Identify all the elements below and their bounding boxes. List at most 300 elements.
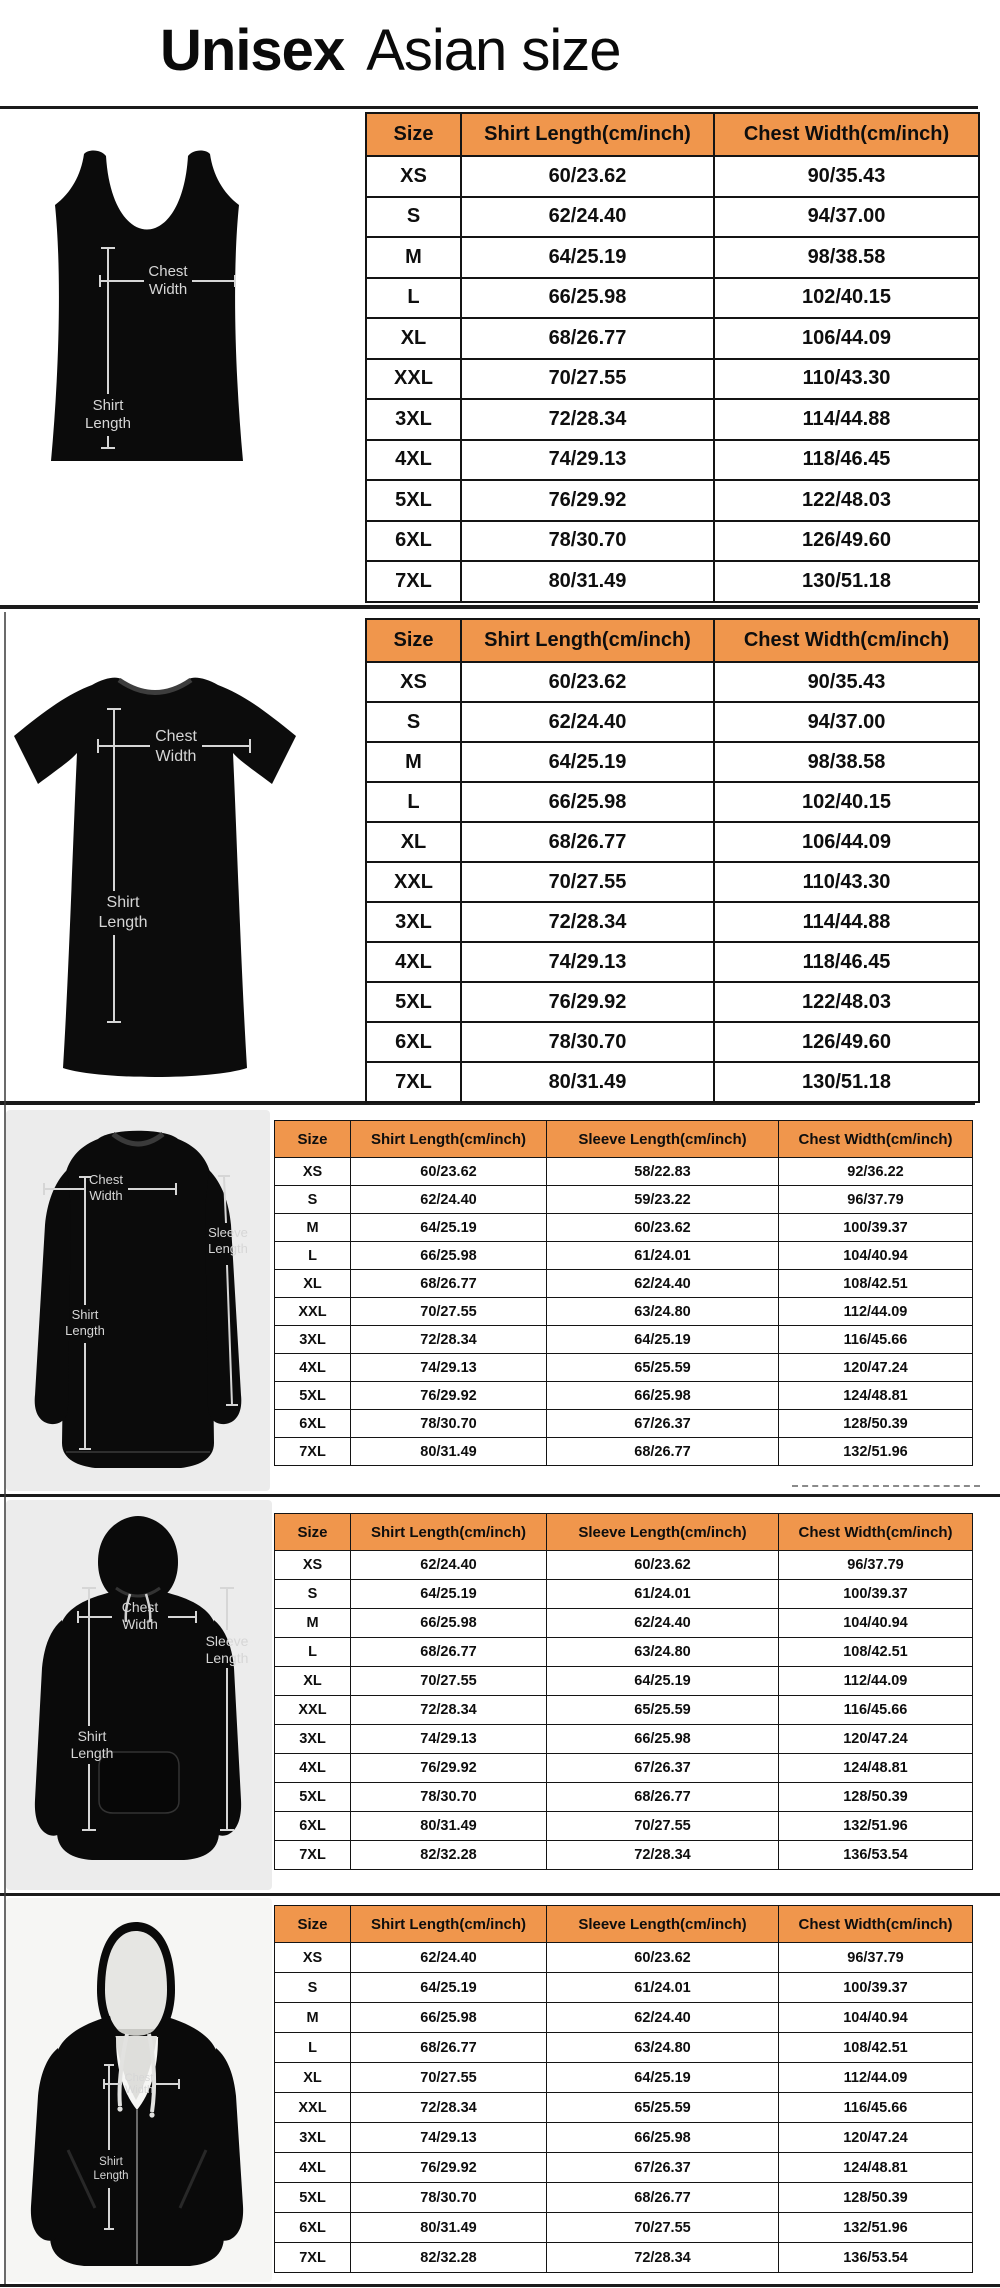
- measurement-cell: 61/24.01: [547, 1580, 779, 1609]
- sleeve-length-label: Length: [208, 1241, 248, 1256]
- size-cell: XXL: [275, 1298, 351, 1326]
- shirt-length-label: Shirt: [77, 1728, 107, 1744]
- column-header: Chest Width(cm/inch): [779, 1514, 973, 1551]
- hoodie-image: [0, 1500, 280, 1890]
- measurement-cell: 66/25.98: [351, 2003, 547, 2033]
- measurement-cell: 124/48.81: [779, 2153, 973, 2183]
- measurement-cell: 64/25.19: [461, 742, 714, 782]
- hoodie-size-table: [274, 1513, 973, 1870]
- sleeve-length-label: Sleeve: [205, 1633, 249, 1649]
- measurement-cell: 80/31.49: [351, 1812, 547, 1841]
- measurement-cell: 64/25.19: [547, 1326, 779, 1354]
- column-header: Shirt Length(cm/inch): [351, 1514, 547, 1551]
- measurement-cell: 74/29.13: [351, 1354, 547, 1382]
- column-header: Shirt Length(cm/inch): [461, 113, 714, 156]
- measurement-cell: 62/24.40: [351, 1943, 547, 1973]
- tank-top-silhouette: [51, 150, 243, 461]
- measurement-cell: 66/25.98: [351, 1242, 547, 1270]
- measurement-cell: 120/47.24: [779, 1725, 973, 1754]
- size-row: [366, 561, 979, 602]
- size-cell: XXL: [275, 1696, 351, 1725]
- measurement-cell: 67/26.37: [547, 2153, 779, 2183]
- header-row: [366, 113, 979, 156]
- measurement-cell: 132/51.96: [779, 1438, 973, 1466]
- chest-width-label: Chest: [148, 263, 188, 280]
- measurement-cell: 67/26.37: [547, 1754, 779, 1783]
- measurement-cell: 104/40.94: [779, 2003, 973, 2033]
- measurement-cell: 70/27.55: [351, 1667, 547, 1696]
- size-cell: XXL: [366, 359, 461, 400]
- measurement-cell: 114/44.88: [714, 399, 979, 440]
- chest-width-label: Chest: [124, 2072, 154, 2084]
- size-cell: 7XL: [275, 1841, 351, 1870]
- column-header: Size: [275, 1121, 351, 1158]
- size-row: [366, 156, 979, 197]
- sweatshirt-image: [0, 1113, 275, 1498]
- size-row: [366, 1062, 979, 1102]
- chest-width-label: Chest: [121, 1599, 159, 1615]
- measurement-cell: 66/25.98: [547, 2123, 779, 2153]
- measurement-cell: 102/40.15: [714, 278, 979, 319]
- measurement-cell: 116/45.66: [779, 1696, 973, 1725]
- size-row: [275, 1551, 973, 1580]
- measurement-cell: 64/25.19: [351, 1580, 547, 1609]
- measurement-cell: 60/23.62: [461, 662, 714, 702]
- measurement-cell: 70/27.55: [351, 1298, 547, 1326]
- measurement-cell: 122/48.03: [714, 480, 979, 521]
- measurement-cell: 78/30.70: [351, 1410, 547, 1438]
- column-header: Sleeve Length(cm/inch): [547, 1514, 779, 1551]
- size-cell: 7XL: [275, 2243, 351, 2273]
- column-header: Chest Width(cm/inch): [714, 113, 979, 156]
- measurement-cell: 66/25.98: [351, 1609, 547, 1638]
- size-row: [366, 440, 979, 481]
- size-row: [366, 278, 979, 319]
- size-cell: 7XL: [366, 561, 461, 602]
- size-cell: XS: [275, 1551, 351, 1580]
- size-row: [366, 902, 979, 942]
- measurement-cell: 76/29.92: [351, 2153, 547, 2183]
- measurement-cell: 68/26.77: [547, 1438, 779, 1466]
- size-row: [275, 1725, 973, 1754]
- drawstring-tip: [117, 2106, 122, 2111]
- zip-hoodie-size-table: [274, 1905, 973, 2273]
- size-cell: 5XL: [275, 2183, 351, 2213]
- measurement-cell: 90/35.43: [714, 156, 979, 197]
- measurement-cell: 98/38.58: [714, 237, 979, 278]
- size-cell: XL: [366, 822, 461, 862]
- measurement-cell: 130/51.18: [714, 561, 979, 602]
- size-cell: 6XL: [275, 2213, 351, 2243]
- column-header: Size: [275, 1514, 351, 1551]
- chest-width-label: Width: [89, 1188, 123, 1203]
- measurement-cell: 72/28.34: [351, 1696, 547, 1725]
- measurement-cell: 82/32.28: [351, 1841, 547, 1870]
- measurement-cell: 65/25.59: [547, 2093, 779, 2123]
- measurement-cell: 110/43.30: [714, 862, 979, 902]
- size-row: [275, 1973, 973, 2003]
- size-row: [366, 982, 979, 1022]
- sweatshirt-size-table: [274, 1120, 973, 1466]
- size-row: [366, 237, 979, 278]
- measurement-cell: 132/51.96: [779, 1812, 973, 1841]
- size-row: [275, 1943, 973, 1973]
- chest-width-label: Width: [122, 1616, 158, 1632]
- measurement-cell: 78/30.70: [461, 1022, 714, 1062]
- shirt-length-label: Shirt: [106, 894, 140, 911]
- measurement-cell: 72/28.34: [461, 399, 714, 440]
- sleeve-length-label: Length: [205, 1650, 249, 1666]
- size-row: [275, 1754, 973, 1783]
- measurement-cell: 74/29.13: [351, 2123, 547, 2153]
- kangaroo-pocket: [99, 1752, 179, 1813]
- chest-width-label: Width: [124, 2084, 154, 2096]
- size-row: [366, 822, 979, 862]
- measurement-cell: 94/37.00: [714, 197, 979, 238]
- size-row: [366, 662, 979, 702]
- measurement-cell: 58/22.83: [547, 1158, 779, 1186]
- size-cell: 6XL: [366, 521, 461, 562]
- measurement-cell: 72/28.34: [547, 1841, 779, 1870]
- measurement-cell: 62/24.40: [547, 1609, 779, 1638]
- shirt-length-label: Shirt: [92, 397, 124, 414]
- measurement-cell: 60/23.62: [351, 1158, 547, 1186]
- header-row: [275, 1121, 973, 1158]
- tank-top-image: [32, 142, 262, 472]
- header-row: [366, 619, 979, 662]
- measurement-cell: 68/26.77: [547, 1783, 779, 1812]
- measurement-cell: 60/23.62: [547, 1943, 779, 1973]
- size-row: [275, 1158, 973, 1186]
- size-cell: 4XL: [366, 942, 461, 982]
- column-header: Sleeve Length(cm/inch): [547, 1906, 779, 1943]
- size-cell: XXL: [366, 862, 461, 902]
- measurement-cell: 72/28.34: [461, 902, 714, 942]
- size-row: [275, 1638, 973, 1667]
- size-row: [275, 2183, 973, 2213]
- measurement-cell: 65/25.59: [547, 1354, 779, 1382]
- size-cell: S: [366, 197, 461, 238]
- size-row: [275, 1382, 973, 1410]
- measurement-cell: 64/25.19: [547, 1667, 779, 1696]
- measurement-cell: 92/36.22: [779, 1158, 973, 1186]
- measurement-cell: 70/27.55: [351, 2063, 547, 2093]
- size-cell: M: [366, 237, 461, 278]
- measurement-cell: 76/29.92: [351, 1754, 547, 1783]
- measurement-cell: 70/27.55: [547, 1812, 779, 1841]
- size-cell: S: [275, 1973, 351, 2003]
- size-cell: S: [366, 702, 461, 742]
- size-cell: XXL: [275, 2093, 351, 2123]
- hood-inner: [105, 1931, 167, 2029]
- header-row: [275, 1514, 973, 1551]
- size-row: [275, 1242, 973, 1270]
- size-row: [366, 318, 979, 359]
- size-cell: L: [275, 2033, 351, 2063]
- title-regular: Asian size: [366, 18, 621, 83]
- size-row: [275, 2123, 973, 2153]
- measurement-cell: 66/25.98: [547, 1725, 779, 1754]
- measurement-cell: 60/23.62: [461, 156, 714, 197]
- size-cell: 6XL: [366, 1022, 461, 1062]
- size-cell: L: [275, 1638, 351, 1667]
- measurement-cell: 128/50.39: [779, 1783, 973, 1812]
- measurement-cell: 114/44.88: [714, 902, 979, 942]
- measurement-cell: 76/29.92: [461, 480, 714, 521]
- measurement-cell: 118/46.45: [714, 440, 979, 481]
- size-row: [275, 2003, 973, 2033]
- size-cell: M: [366, 742, 461, 782]
- shirt-length-label: Length: [70, 1745, 114, 1761]
- size-cell: XL: [366, 318, 461, 359]
- size-cell: 3XL: [275, 1725, 351, 1754]
- size-cell: 3XL: [275, 2123, 351, 2153]
- size-cell: XS: [366, 662, 461, 702]
- measurement-cell: 66/25.98: [461, 278, 714, 319]
- measurement-cell: 61/24.01: [547, 1973, 779, 2003]
- size-cell: M: [275, 1609, 351, 1638]
- measurement-cell: 108/42.51: [779, 1270, 973, 1298]
- measurement-cell: 72/28.34: [547, 2243, 779, 2273]
- size-cell: L: [366, 782, 461, 822]
- size-row: [275, 1354, 973, 1382]
- size-row: [275, 1783, 973, 1812]
- size-row: [275, 1298, 973, 1326]
- measurement-cell: 64/25.19: [351, 1214, 547, 1242]
- size-row: [366, 359, 979, 400]
- measurement-cell: 61/24.01: [547, 1242, 779, 1270]
- size-row: [366, 521, 979, 562]
- size-cell: 4XL: [275, 1754, 351, 1783]
- shirt-length-label: Shirt: [71, 1307, 99, 1322]
- dashed-watermark-line: [792, 1485, 980, 1487]
- size-row: [275, 1667, 973, 1696]
- measurement-cell: 72/28.34: [351, 2093, 547, 2123]
- size-cell: 4XL: [275, 2153, 351, 2183]
- measurement-cell: 130/51.18: [714, 1062, 979, 1102]
- measurement-cell: 100/39.37: [779, 1973, 973, 2003]
- measurement-cell: 70/27.55: [461, 359, 714, 400]
- measurement-cell: 62/24.40: [547, 1270, 779, 1298]
- size-row: [275, 1438, 973, 1466]
- shirt-length-label: Length: [65, 1323, 105, 1338]
- measurement-cell: 78/30.70: [351, 1783, 547, 1812]
- measurement-cell: 66/25.98: [547, 1382, 779, 1410]
- size-row: [275, 1270, 973, 1298]
- chest-width-label: Chest: [89, 1172, 123, 1187]
- size-row: [366, 480, 979, 521]
- measurement-cell: 136/53.54: [779, 1841, 973, 1870]
- size-cell: 4XL: [275, 1354, 351, 1382]
- size-row: [275, 2033, 973, 2063]
- measurement-cell: 90/35.43: [714, 662, 979, 702]
- size-cell: 6XL: [275, 1410, 351, 1438]
- measurement-cell: 63/24.80: [547, 1638, 779, 1667]
- measurement-cell: 98/38.58: [714, 742, 979, 782]
- measurement-cell: 102/40.15: [714, 782, 979, 822]
- measurement-cell: 63/24.80: [547, 1298, 779, 1326]
- column-header: Shirt Length(cm/inch): [351, 1121, 547, 1158]
- chest-width-label: Width: [155, 748, 197, 765]
- size-row: [275, 2243, 973, 2273]
- measurement-cell: 122/48.03: [714, 982, 979, 1022]
- tank-top-size-table: [365, 112, 980, 603]
- column-header: Chest Width(cm/inch): [714, 619, 979, 662]
- size-row: [366, 942, 979, 982]
- size-row: [366, 197, 979, 238]
- measurement-cell: 112/44.09: [779, 1298, 973, 1326]
- measurement-cell: 67/26.37: [547, 1410, 779, 1438]
- size-cell: XL: [275, 2063, 351, 2093]
- chest-width-label: Width: [148, 281, 188, 298]
- sweatshirt-silhouette: [35, 1131, 242, 1468]
- chest-width-label: Chest: [155, 728, 197, 745]
- measurement-cell: 110/43.30: [714, 359, 979, 400]
- measurement-cell: 112/44.09: [779, 2063, 973, 2093]
- measurement-cell: 74/29.13: [461, 942, 714, 982]
- size-cell: 5XL: [366, 480, 461, 521]
- size-row: [366, 742, 979, 782]
- measurement-cell: 108/42.51: [779, 1638, 973, 1667]
- measurement-cell: 80/31.49: [461, 561, 714, 602]
- divider: [0, 605, 978, 609]
- measurement-cell: 136/53.54: [779, 2243, 973, 2273]
- measurement-cell: 80/31.49: [351, 2213, 547, 2243]
- size-cell: XS: [275, 1158, 351, 1186]
- measurement-cell: 118/46.45: [714, 942, 979, 982]
- measurement-cell: 132/51.96: [779, 2213, 973, 2243]
- drawstring-tip: [149, 2112, 154, 2117]
- size-cell: M: [275, 1214, 351, 1242]
- size-row: [275, 1326, 973, 1354]
- measurement-cell: 126/49.60: [714, 521, 979, 562]
- column-header: Shirt Length(cm/inch): [461, 619, 714, 662]
- size-row: [366, 399, 979, 440]
- shirt-length-label: Length: [85, 415, 131, 432]
- measurement-cell: 65/25.59: [547, 1696, 779, 1725]
- measurement-cell: 63/24.80: [547, 2033, 779, 2063]
- measurement-cell: 64/25.19: [547, 2063, 779, 2093]
- measurement-cell: 78/30.70: [351, 2183, 547, 2213]
- size-cell: 5XL: [275, 1783, 351, 1812]
- column-header: Size: [275, 1906, 351, 1943]
- measurement-cell: 68/26.77: [351, 2033, 547, 2063]
- measurement-cell: 106/44.09: [714, 318, 979, 359]
- size-cell: L: [366, 278, 461, 319]
- shirt-length-label: Length: [93, 2170, 129, 2182]
- measurement-cell: 70/27.55: [547, 2213, 779, 2243]
- measurement-cell: 76/29.92: [351, 1382, 547, 1410]
- size-cell: L: [275, 1242, 351, 1270]
- size-cell: 5XL: [366, 982, 461, 1022]
- column-header: Size: [366, 113, 461, 156]
- size-row: [275, 1214, 973, 1242]
- measurement-cell: 60/23.62: [547, 1551, 779, 1580]
- measurement-cell: 120/47.24: [779, 1354, 973, 1382]
- zip-hoodie-image: [0, 1898, 280, 2286]
- shirt-length-label: Length: [98, 914, 148, 931]
- measurement-cell: 62/24.40: [461, 197, 714, 238]
- measurement-cell: 60/23.62: [547, 1214, 779, 1242]
- size-cell: 3XL: [366, 399, 461, 440]
- measurement-cell: 112/44.09: [779, 1667, 973, 1696]
- size-cell: XS: [275, 1943, 351, 1973]
- measurement-cell: 64/25.19: [351, 1973, 547, 2003]
- measurement-cell: 108/42.51: [779, 2033, 973, 2063]
- measurement-cell: 72/28.34: [351, 1326, 547, 1354]
- measurement-cell: 68/26.77: [547, 2183, 779, 2213]
- size-row: [275, 1696, 973, 1725]
- measurement-cell: 76/29.92: [461, 982, 714, 1022]
- measurement-cell: 96/37.79: [779, 1186, 973, 1214]
- header-row: [275, 1906, 973, 1943]
- divider: [0, 106, 978, 109]
- column-header: Chest Width(cm/inch): [779, 1121, 973, 1158]
- size-cell: 6XL: [275, 1812, 351, 1841]
- size-cell: 5XL: [275, 1382, 351, 1410]
- measurement-cell: 104/40.94: [779, 1242, 973, 1270]
- measurement-cell: 124/48.81: [779, 1754, 973, 1783]
- divider: [0, 1893, 1000, 1896]
- measurement-cell: 128/50.39: [779, 2183, 973, 2213]
- measurement-cell: 62/24.40: [351, 1186, 547, 1214]
- measurement-cell: 80/31.49: [351, 1438, 547, 1466]
- t-shirt-size-table: [365, 618, 980, 1103]
- column-header: Shirt Length(cm/inch): [351, 1906, 547, 1943]
- size-cell: S: [275, 1580, 351, 1609]
- size-row: [275, 2153, 973, 2183]
- measurement-cell: 100/39.37: [779, 1214, 973, 1242]
- t-shirt-image: [0, 635, 310, 1095]
- size-row: [275, 1841, 973, 1870]
- measurement-cell: 126/49.60: [714, 1022, 979, 1062]
- size-row: [275, 1186, 973, 1214]
- size-cell: XS: [366, 156, 461, 197]
- size-row: [275, 1410, 973, 1438]
- measurement-cell: 96/37.79: [779, 1551, 973, 1580]
- measurement-cell: 124/48.81: [779, 1382, 973, 1410]
- size-row: [275, 2063, 973, 2093]
- measurement-cell: 96/37.79: [779, 1943, 973, 1973]
- size-cell: 3XL: [366, 902, 461, 942]
- size-cell: XL: [275, 1270, 351, 1298]
- column-header: Sleeve Length(cm/inch): [547, 1121, 779, 1158]
- measurement-cell: 128/50.39: [779, 1410, 973, 1438]
- measurement-cell: 62/24.40: [547, 2003, 779, 2033]
- measurement-cell: 66/25.98: [461, 782, 714, 822]
- measurement-cell: 82/32.28: [351, 2243, 547, 2273]
- measurement-cell: 116/45.66: [779, 1326, 973, 1354]
- measurement-cell: 106/44.09: [714, 822, 979, 862]
- measurement-cell: 68/26.77: [461, 318, 714, 359]
- size-row: [275, 1609, 973, 1638]
- size-row: [275, 1580, 973, 1609]
- measurement-cell: 64/25.19: [461, 237, 714, 278]
- size-row: [275, 1812, 973, 1841]
- measurement-cell: 80/31.49: [461, 1062, 714, 1102]
- size-cell: 3XL: [275, 1326, 351, 1354]
- size-row: [275, 2213, 973, 2243]
- size-cell: S: [275, 1186, 351, 1214]
- measurement-cell: 116/45.66: [779, 2093, 973, 2123]
- measurement-cell: 70/27.55: [461, 862, 714, 902]
- size-cell: XL: [275, 1667, 351, 1696]
- size-row: [366, 702, 979, 742]
- size-cell: 7XL: [275, 1438, 351, 1466]
- page-title: [160, 8, 621, 94]
- size-cell: 7XL: [366, 1062, 461, 1102]
- size-row: [366, 1022, 979, 1062]
